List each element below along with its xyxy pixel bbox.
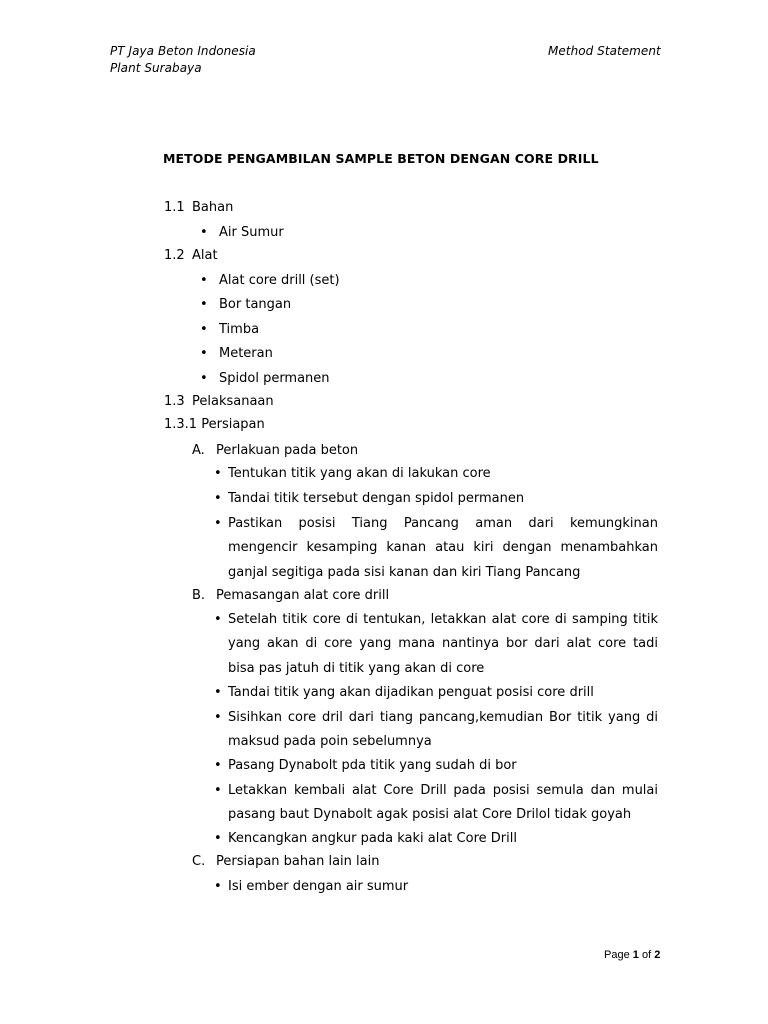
bullet-icon: • <box>214 612 222 627</box>
bullet-icon: • <box>200 225 208 240</box>
list-item: Air Sumur <box>219 225 284 240</box>
bullet-icon: • <box>200 346 208 361</box>
bullet-icon: • <box>214 783 222 798</box>
header-left <box>110 43 256 77</box>
page-total: 2 <box>654 949 661 961</box>
page-word: Page <box>604 949 630 961</box>
subsection-label: Persiapan bahan lain lain <box>216 854 380 869</box>
subsection-letter: A. <box>192 443 205 458</box>
bullet-icon: • <box>200 371 208 386</box>
list-item: Bor tangan <box>219 297 292 312</box>
list-item-paragraph: Pastikan posisi Tiang Pancang aman dari kemungkinan mengencir kesamping kanan atau kiri dengan menambahkan ganjal segitiga pada sisi kanan dan kiri Tiang Pancang <box>228 516 658 580</box>
section-heading-alat <box>164 247 218 265</box>
bullet-icon: • <box>200 322 208 337</box>
list-item: Alat core drill (set) <box>219 273 340 288</box>
list-item-paragraph: Letakkan kembali alat Core Drill pada posisi semula dan mulai pasang baut Dynabolt agak posisi alat Core Drilol tidak goyah <box>228 783 658 823</box>
list-item: Spidol permanen <box>219 371 330 386</box>
subsection-label: Pemasangan alat core drill <box>216 588 390 603</box>
plant-name: Plant Surabaya <box>110 61 202 75</box>
subsection-b-heading <box>192 587 389 605</box>
company-name: PT Jaya Beton Indonesia <box>110 44 256 58</box>
section-heading-persiapan <box>164 416 265 434</box>
bullet-icon: • <box>214 516 222 531</box>
bullet-icon: • <box>214 879 222 894</box>
list-item: Meteran <box>219 346 273 361</box>
list-item-paragraph: Sisihkan core dril dari tiang pancang,kemudian Bor titik yang di maksud pada poin sebelumnya <box>228 710 658 750</box>
list-item: Pasang Dynabolt pda titik yang sudah di bor <box>228 758 517 773</box>
bullet-icon: • <box>214 491 222 506</box>
page-number: 1 <box>632 949 639 961</box>
bullet-icon: • <box>214 466 222 481</box>
section-label: Alat <box>192 248 218 263</box>
section-number: 1.1 <box>164 200 185 215</box>
bullet-icon: • <box>214 831 222 846</box>
list-item: Tandai titik yang akan dijadikan penguat posisi core drill <box>228 685 594 700</box>
subsection-c-heading <box>192 853 379 871</box>
section-number: 1.3 <box>164 394 185 409</box>
bullet-icon: • <box>200 273 208 288</box>
section-heading-pelaksanaan <box>164 393 274 411</box>
list-item-paragraph: Setelah titik core di tentukan, letakkan alat core di samping titik yang akan di core yang mana nantinya bor dari alat core tadi bisa pas jatuh di titik yang akan di core <box>228 612 658 676</box>
list-item: Timba <box>219 322 260 337</box>
section-label: Persiapan <box>201 417 265 432</box>
subsection-letter: B. <box>192 588 206 603</box>
bullet-icon: • <box>214 685 222 700</box>
subsection-a-heading <box>192 442 358 460</box>
list-item: Kencangkan angkur pada kaki alat Core Drill <box>228 831 517 846</box>
bullet-icon: • <box>200 297 208 312</box>
document-type: Method Statement <box>548 44 661 58</box>
section-label: Bahan <box>192 200 234 215</box>
list-item: Isi ember dengan air sumur <box>228 879 409 894</box>
subsection-label: Perlakuan pada beton <box>216 443 359 458</box>
subsection-letter: C. <box>192 854 206 869</box>
of-word: of <box>641 949 652 961</box>
section-label: Pelaksanaan <box>192 394 274 409</box>
bullet-icon: • <box>214 710 222 725</box>
section-number: 1.2 <box>164 248 185 263</box>
section-number: 1.3.1 <box>164 417 198 432</box>
document-title: METODE PENGAMBILAN SAMPLE BETON DENGAN CORE DRILL <box>163 151 599 166</box>
list-item: Tandai titik tersebut dengan spidol permanen <box>228 491 525 506</box>
page-footer <box>604 949 660 961</box>
list-item: Tentukan titik yang akan di lakukan core <box>228 466 491 481</box>
section-heading-bahan <box>164 199 233 217</box>
bullet-icon: • <box>214 758 222 773</box>
